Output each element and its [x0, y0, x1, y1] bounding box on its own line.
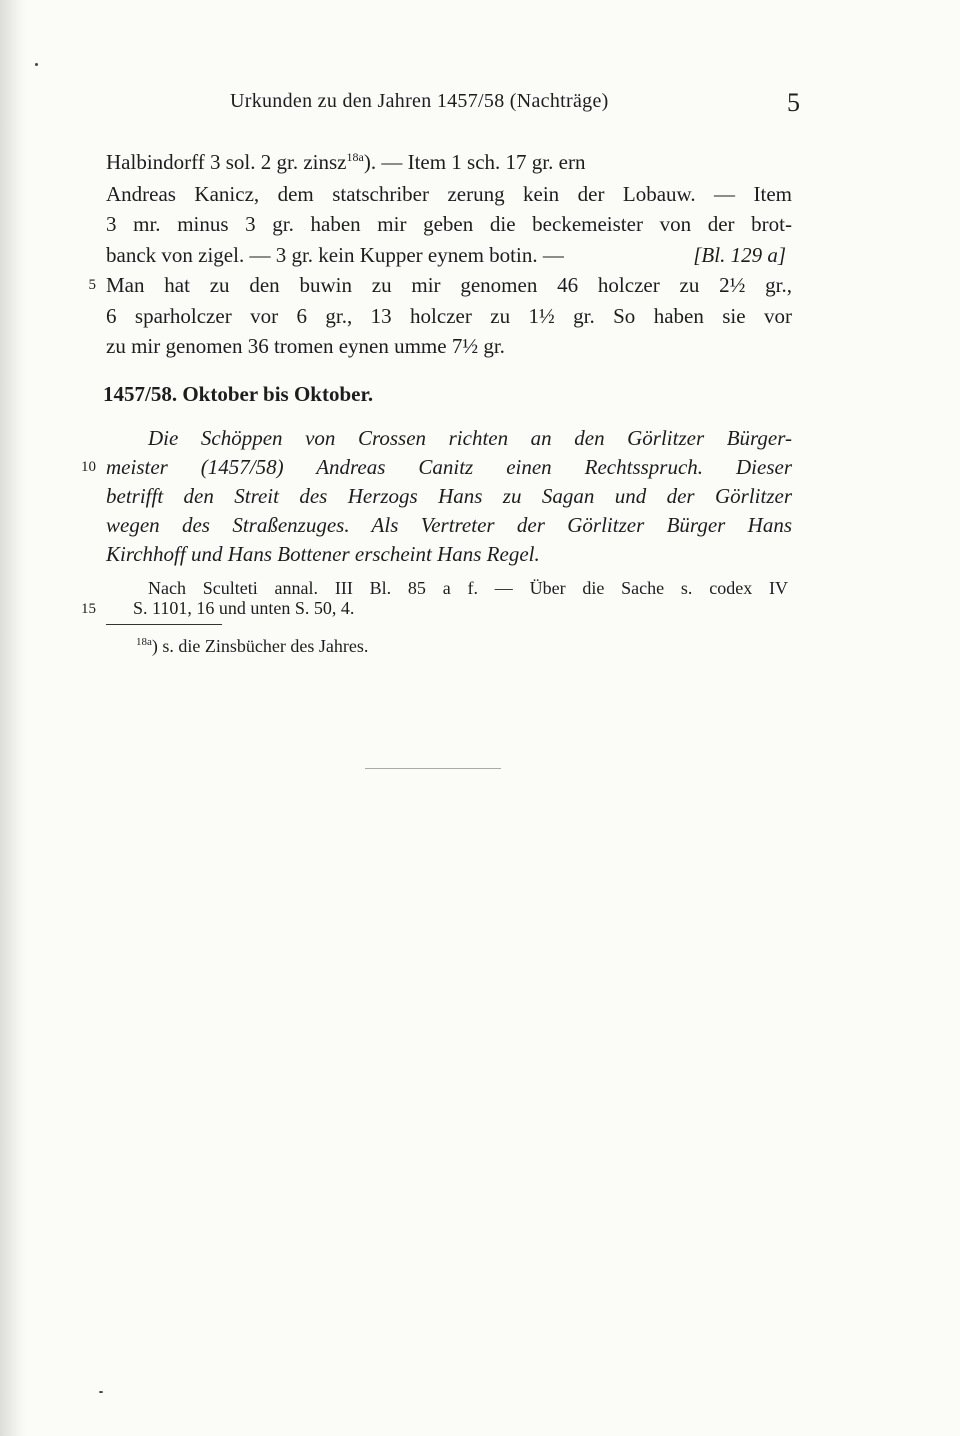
regest-line-5: Kirchhoff und Hans Bottener erscheint Hans Regel. — [106, 542, 540, 566]
source-line-2: S. 1101, 16 und unten S. 50, 4. — [133, 598, 355, 618]
text-line-7: zu mir genomen 36 tromen eynen umme 7½ gr. — [106, 334, 505, 358]
text-line-6: 6 sparholczer vor 6 gr., 13 holczer zu 1½ gr. So haben sie vor — [106, 304, 792, 328]
line-number-15: 15 — [81, 601, 96, 617]
footnote: $^{18a}$) s. die Zinsbücher des Jahres. — [136, 636, 369, 656]
regest-line-4: wegen des Straßenzuges. Als Vertreter der Görlitzer Bürger Hans — [106, 513, 792, 537]
regest-line-3: betrifft den Streit des Herzogs Hans zu Sagan und der Görlitzer — [106, 484, 792, 508]
text-line-2: Andreas Kanicz, dem statschriber zerung kein der Lobauw. — Item — [106, 182, 792, 206]
folio-reference: [Bl. 129 a] — [693, 243, 786, 267]
footnote-mark: 18a — [136, 636, 152, 648]
end-rule — [365, 768, 501, 769]
page-header — [230, 90, 800, 126]
date-heading: 1457/58. Oktober bis Oktober. — [103, 382, 374, 406]
footnote-reference: 18a — [346, 150, 364, 164]
scan-edge-shadow — [0, 0, 26, 1436]
line-number-10: 10 — [81, 459, 96, 475]
page-number: 5 — [787, 88, 800, 117]
running-title: Urkunden zu den Jahren 1457/58 (Nachträge) — [230, 90, 609, 112]
scan-speck — [35, 63, 38, 66]
scan-speck — [99, 1391, 103, 1393]
footnote-rule — [106, 624, 222, 625]
text-line-5: Man hat zu den buwin zu mir genomen 46 holczer zu 2½ gr., — [106, 273, 792, 297]
line-number-5: 5 — [88, 277, 96, 293]
regest-line-1: Die Schöppen von Crossen richten an den Görlitzer Bürger- — [148, 426, 792, 450]
text-line-1: Halbindorff 3 sol. 2 gr. zinsz$^{18a}$). — Item 1 sch. 17 gr. ern — [106, 150, 586, 174]
text-line-3: 3 mr. minus 3 gr. haben mir geben die beckemeister von der brot- — [106, 212, 792, 236]
source-line-1: Nach Sculteti annal. III Bl. 85 a f. — Über die Sache s. codex IV — [148, 578, 788, 598]
regest-line-2: meister (1457/58) Andreas Canitz einen Rechtsspruch. Dieser — [106, 455, 792, 479]
text-line-4: banck von zigel. — 3 gr. kein Kupper eynem botin. — [Bl. 129 a] — [106, 243, 786, 267]
